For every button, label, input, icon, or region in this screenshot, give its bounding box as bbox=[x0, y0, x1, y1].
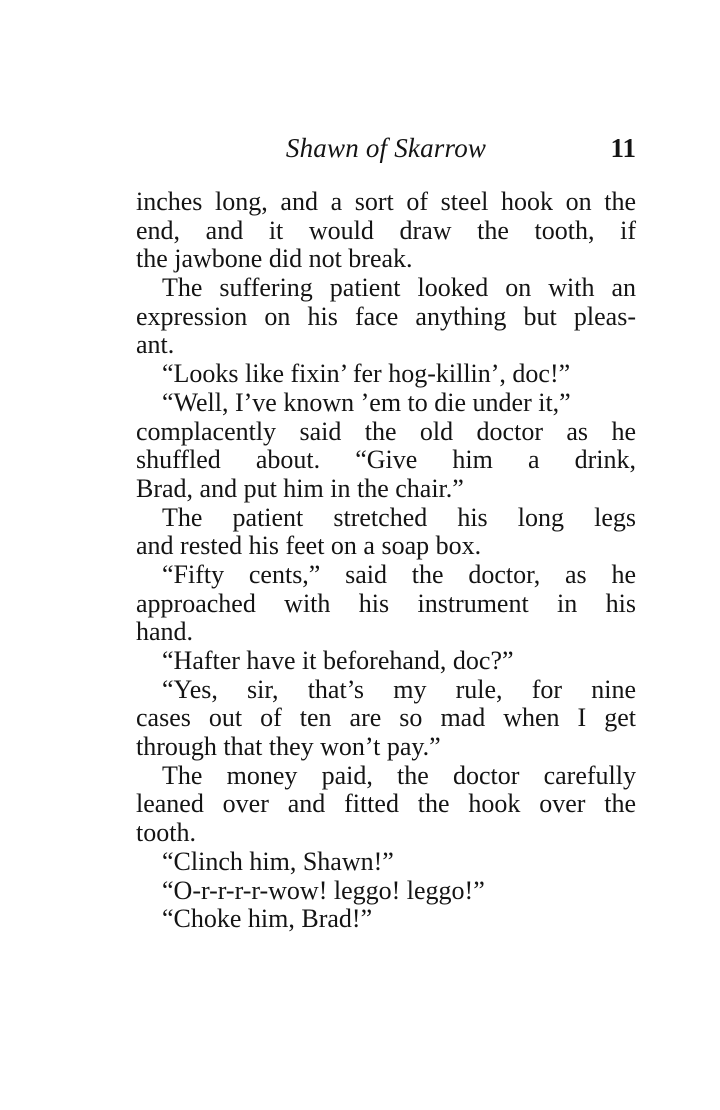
text-line: “Yes, sir, that’s my rule, for nine bbox=[162, 674, 636, 704]
text-line: inches long, and a sort of steel hook on the bbox=[136, 187, 636, 216]
text-line: through that they won’t pay.” bbox=[136, 732, 441, 762]
text-line: “Looks like fixin’ fer hog-killin’, doc!” bbox=[162, 359, 571, 389]
running-title: Shawn of Skarrow bbox=[285, 133, 487, 163]
text-line: cases out of ten are so mad when I get bbox=[136, 703, 636, 733]
text-line: The patient stretched his long legs bbox=[162, 502, 636, 532]
text-line: “Fifty cents,” said the doctor, as he bbox=[162, 559, 636, 589]
page-number: 11 bbox=[610, 133, 636, 163]
text-line: “O-r-r-r-r-wow! leggo! leggo!” bbox=[162, 875, 485, 905]
text-line: and rested his feet on a soap box. bbox=[136, 531, 482, 561]
text-line: approached with his instrument in his bbox=[136, 588, 636, 618]
text-line: ant. bbox=[136, 330, 175, 360]
text-line: The suffering patient looked on with an bbox=[162, 273, 636, 303]
text-line: the jawbone did not break. bbox=[136, 244, 413, 274]
text-line: “Clinch him, Shawn!” bbox=[162, 846, 394, 876]
text-line: leaned over and fitted the hook over the bbox=[136, 789, 636, 819]
text-line: Brad, and put him in the chair.” bbox=[136, 473, 464, 503]
text-line: shuffled about. “Give him a drink, bbox=[136, 445, 636, 475]
text-line: expression on his face anything but pleas- bbox=[136, 301, 636, 331]
text-line: end, and it would draw the tooth, if bbox=[136, 215, 636, 245]
text-line: complacently said the old doctor as he bbox=[136, 416, 636, 446]
running-head bbox=[136, 130, 636, 166]
text-line: The money paid, the doctor carefully bbox=[162, 760, 636, 790]
text-line: “Hafter have it beforehand, doc?” bbox=[162, 646, 514, 675]
text-line: “Choke him, Brad!” bbox=[162, 904, 373, 934]
text-line: hand. bbox=[136, 617, 194, 647]
text-line: tooth. bbox=[136, 818, 196, 848]
body-text bbox=[136, 188, 636, 934]
text-line: “Well, I’ve known ’em to die under it,” bbox=[162, 387, 571, 417]
